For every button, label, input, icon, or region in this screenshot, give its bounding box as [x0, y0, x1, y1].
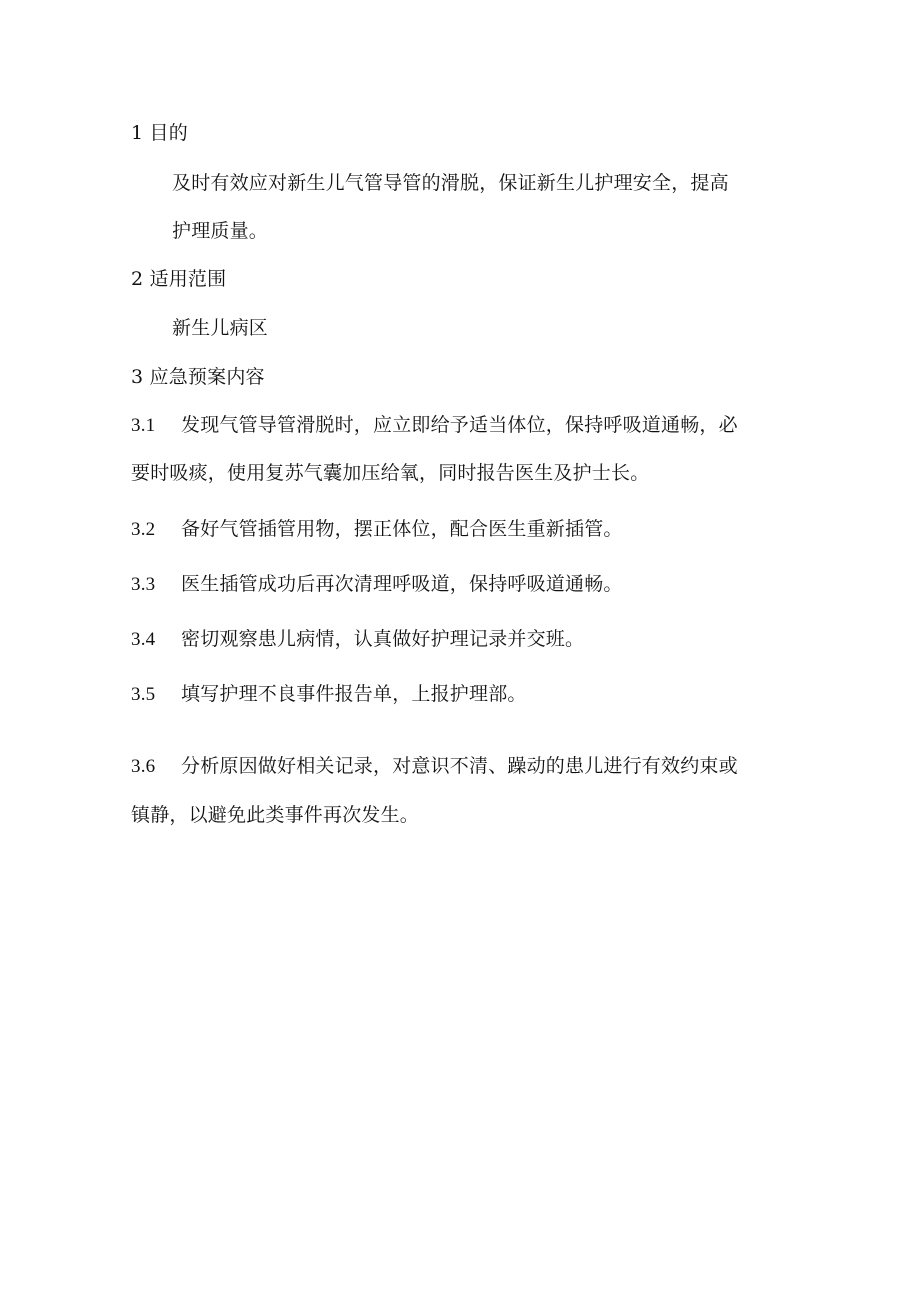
- list-item-number: 3.2: [131, 519, 156, 540]
- list-item-text: 分析原因做好相关记录，对意识不清、躁动的患儿进行有效约束或: [181, 755, 738, 777]
- list-item-3-6: [131, 753, 738, 780]
- list-item-number: 3.1: [131, 415, 156, 436]
- list-item-3-1: [131, 412, 738, 439]
- list-item-number: 3.6: [131, 756, 156, 777]
- list-item-3-5: [131, 681, 527, 708]
- list-item-text: 医生插管成功后再次清理呼吸道，保持呼吸道通畅。: [181, 573, 623, 595]
- list-item-3-2: [131, 516, 623, 543]
- list-item-3-1-continuation: 要时吸痰，使用复苏气囊加压给氧，同时报告医生及护士长。: [131, 462, 650, 484]
- list-item-3-4: [131, 626, 584, 653]
- list-item-3-6-continuation: 镇静，以避免此类事件再次发生。: [131, 804, 420, 826]
- list-item-text: 发现气管导管滑脱时，应立即给予适当体位，保持呼吸道通畅，必: [181, 414, 738, 436]
- list-item-text: 密切观察患儿病情，认真做好护理记录并交班。: [181, 628, 585, 650]
- list-item-number: 3.5: [131, 684, 156, 705]
- list-item-text: 备好气管插管用物，摆正体位，配合医生重新插管。: [181, 518, 623, 540]
- section-1-heading: 1 目的: [131, 122, 188, 144]
- list-item-3-3: [131, 571, 623, 598]
- section-2-body: 新生儿病区: [172, 317, 269, 339]
- section-1-body-line-2: 护理质量。: [172, 220, 269, 242]
- section-3-heading: 3 应急预案内容: [131, 366, 265, 388]
- section-1-body-line-1: 及时有效应对新生儿气管导管的滑脱，保证新生儿护理安全，提高: [172, 172, 729, 194]
- section-2-heading: 2 适用范围: [131, 268, 227, 290]
- list-item-text: 填写护理不良事件报告单，上报护理部。: [181, 683, 527, 705]
- list-item-number: 3.4: [131, 629, 156, 650]
- list-item-number: 3.3: [131, 574, 156, 595]
